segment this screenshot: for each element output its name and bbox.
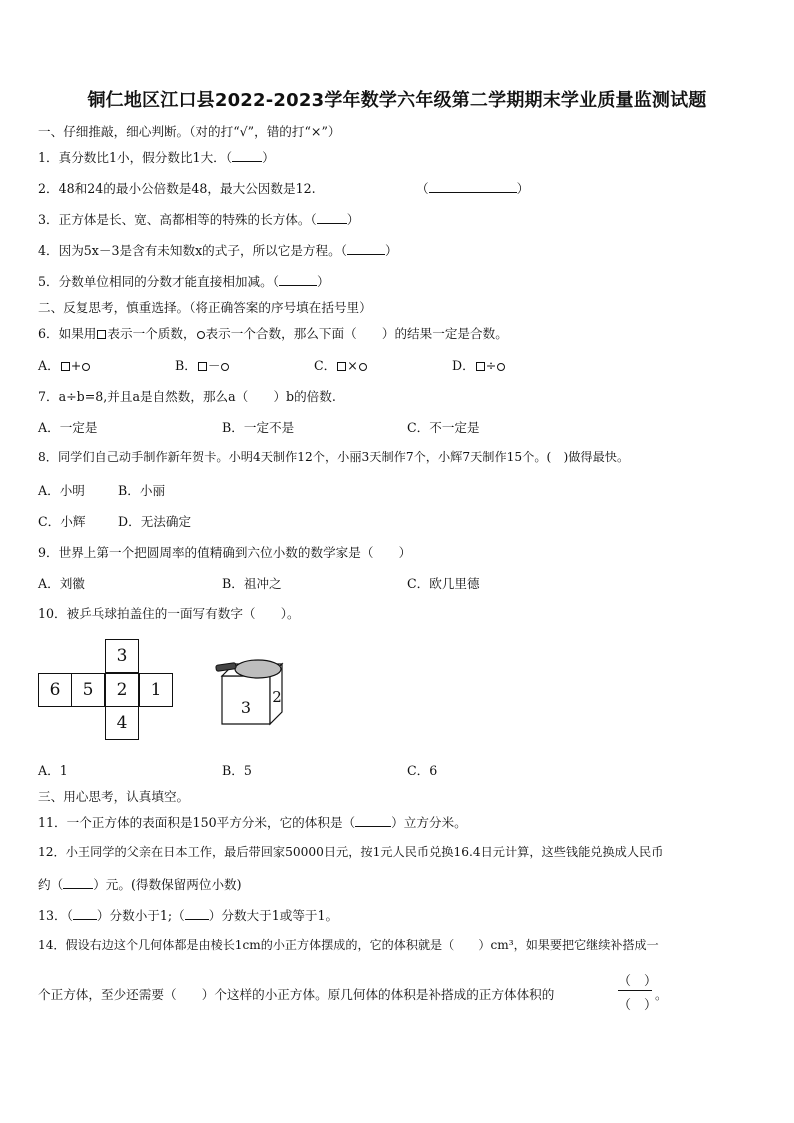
option-b[interactable]: B．一定不是 — [222, 420, 295, 435]
option-a[interactable] — [38, 355, 91, 374]
question-3-end: ） — [346, 212, 360, 227]
question-12-line-1: 12．小王同学的父亲在日本工作，最后带回家50000日元，按1元人民币兑换16.4日元计算，这些钱能兑换成人民币 — [38, 845, 664, 859]
question-12-text-b: ）元。(得数保留两位小数) — [93, 877, 242, 892]
cube-side-number: 2 — [272, 688, 282, 706]
option-label: C． — [314, 358, 337, 373]
option-label: D． — [452, 358, 475, 373]
answer-blank[interactable] — [73, 909, 97, 920]
question-2 — [38, 178, 316, 197]
question-4 — [38, 240, 398, 259]
question-2-text: 2．48和24的最小公倍数是48，最大公因数是12. — [38, 181, 316, 196]
question-10: 10．被乒乓球拍盖住的一面写有数字（ ）。 — [38, 606, 300, 621]
option-b[interactable]: B．祖冲之 — [222, 576, 282, 591]
section-1-heading: 一、仔细推敲，细心判断。（对的打“√”，错的打“×”） — [38, 124, 341, 139]
question-4-text: 4．因为5x－3是含有未知数x的式子，所以它是方程。（ — [38, 243, 348, 258]
question-4-end: ） — [385, 243, 398, 258]
option-d[interactable] — [452, 355, 506, 374]
question-1-text: 1．真分数比1小，假分数比1大．（ — [38, 150, 233, 165]
answer-blank[interactable] — [232, 151, 262, 162]
circle-symbol — [197, 331, 205, 339]
question-12-line-2 — [38, 874, 242, 893]
answer-blank[interactable] — [429, 182, 517, 193]
circle-symbol — [497, 363, 505, 371]
question-5-text: 5．分数单位相同的分数才能直接相加减。（ — [38, 274, 279, 289]
question-13-text-c: ）分数大于1或等于1。 — [208, 908, 339, 923]
option-c[interactable]: C．小辉 — [38, 514, 86, 529]
question-2-open: （ — [416, 181, 429, 196]
option-b[interactable]: B．小丽 — [118, 483, 166, 498]
net-face-top: 3 — [105, 639, 139, 673]
option-label: B． — [175, 358, 197, 373]
option-c[interactable]: C．6 — [407, 763, 438, 778]
answer-blank[interactable] — [63, 878, 93, 889]
square-symbol — [476, 362, 485, 371]
question-13-text-a: 13．（ — [38, 908, 73, 923]
answer-blank[interactable] — [279, 275, 317, 286]
option-c[interactable] — [314, 355, 368, 374]
net-face-left-inner: 5 — [71, 673, 105, 707]
question-11-text: 11．一个正方体的表面积是150平方分米，它的体积是（ — [38, 815, 356, 830]
fraction-answer[interactable] — [618, 968, 658, 1013]
question-9: 9．世界上第一个把圆周率的值精确到六位小数的数学家是（ ） — [38, 545, 412, 560]
question-6-text-c: 表示一个合数，那么下面（ ）的结果一定是合数。 — [205, 326, 508, 341]
net-face-center: 2 — [105, 673, 139, 707]
question-13 — [38, 905, 338, 924]
cube-with-paddle-figure — [212, 650, 294, 728]
question-8: 8．同学们自己动手制作新年贺卡。小明4天制作12个，小丽3天制作7个，小辉7天制作15个。( )做得最快。 — [38, 450, 630, 464]
option-a[interactable]: A．刘徽 — [38, 576, 85, 591]
option-c[interactable]: C．欧几里德 — [407, 576, 480, 591]
circle-symbol — [359, 363, 367, 371]
square-symbol — [61, 362, 70, 371]
question-6 — [38, 323, 508, 342]
page-title: 铜仁地区江口县2022-2023学年数学六年级第二学期期末学业质量监测试题 — [87, 90, 707, 111]
question-5-end: ） — [317, 274, 330, 289]
question-3-text: 3．正方体是长、宽、高都相等的特殊的长方体。（ — [38, 212, 317, 227]
option-d[interactable]: D．无法确定 — [118, 514, 192, 529]
answer-blank[interactable] — [185, 909, 209, 920]
option-b[interactable] — [175, 355, 230, 374]
option-label: A． — [38, 358, 60, 373]
fraction-bar — [618, 990, 652, 991]
section-2-heading: 二、反复思考，慎重选择。（将正确答案的序号填在括号里） — [38, 300, 372, 315]
option-a[interactable]: A．一定是 — [38, 420, 98, 435]
fraction-denominator: （ ） — [618, 998, 658, 1013]
fraction-numerator: （ ） — [618, 974, 658, 989]
answer-blank[interactable] — [317, 213, 347, 224]
question-2-end: ） — [516, 181, 530, 196]
square-symbol — [198, 362, 207, 371]
net-face-bottom: 4 — [105, 706, 139, 740]
question-1 — [38, 147, 275, 166]
answer-blank[interactable] — [355, 816, 391, 827]
question-14-line-2 — [38, 984, 554, 1003]
operator: + — [70, 358, 82, 373]
option-a[interactable]: A．小明 — [38, 483, 85, 498]
question-11-end: ）立方分米。 — [391, 815, 467, 830]
question-14-end: 。 — [655, 987, 668, 1002]
section-3-heading: 三、用心思考，认真填空。 — [38, 789, 190, 804]
question-14-line-1: 14．假设右边这个几何体都是由棱长1cm的小正方体摆成的，它的体积就是（ ）cm³，如果要把它继续补搭成一 — [38, 938, 659, 952]
option-b[interactable]: B．5 — [222, 763, 252, 778]
question-6-text-b: 表示一个质数， — [107, 326, 196, 341]
question-2-answer — [416, 178, 529, 197]
question-5 — [38, 271, 330, 290]
cube-front-number: 3 — [240, 698, 252, 717]
question-7: 7．a÷b=8,并且a是自然数，那么a（ ）b的倍数. — [38, 389, 336, 404]
answer-blank[interactable] — [347, 244, 385, 255]
option-a[interactable]: A．1 — [38, 763, 68, 778]
question-3 — [38, 209, 359, 228]
circle-symbol — [82, 363, 90, 371]
question-13-text-b: ）分数小于1;（ — [96, 908, 185, 923]
operator: × — [347, 358, 358, 373]
question-12-text-a: 约（ — [38, 877, 64, 892]
operator: － — [207, 358, 221, 373]
operator: ÷ — [485, 358, 497, 373]
question-6-text-a: 6．如果用 — [38, 326, 97, 341]
question-14-text: 个正方体，至少还需要（ ）个这样的小正方体。原几何体的体积是补搭成的正方体体积的 — [38, 987, 555, 1002]
question-11 — [38, 812, 467, 831]
square-symbol — [337, 362, 346, 371]
net-face-right: 1 — [139, 673, 173, 707]
square-symbol — [97, 330, 106, 339]
option-c[interactable]: C．不一定是 — [407, 420, 480, 435]
net-face-left-outer: 6 — [38, 673, 72, 707]
question-1-end: ） — [262, 150, 275, 165]
circle-symbol — [221, 363, 229, 371]
